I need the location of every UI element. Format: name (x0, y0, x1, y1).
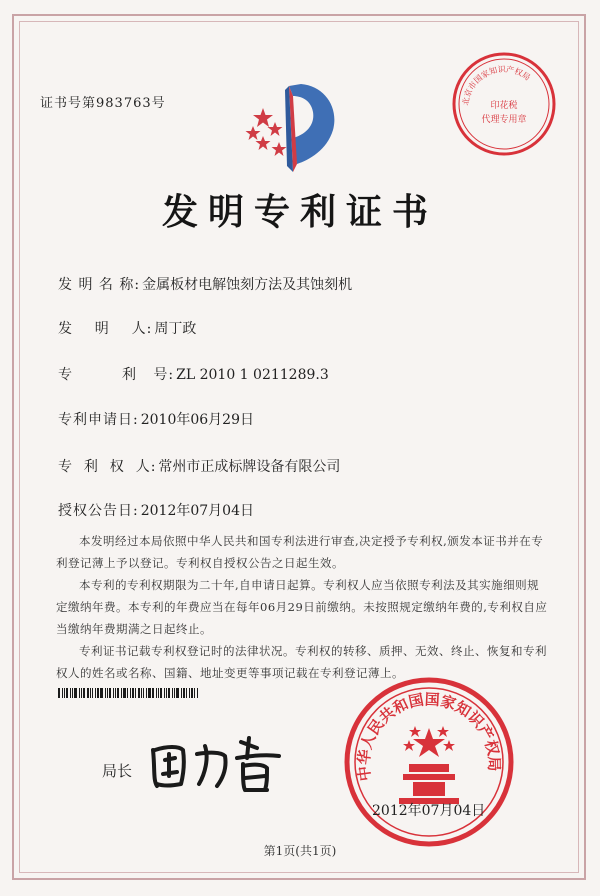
barcode-bar (152, 688, 154, 698)
body-paragraph-2: 本专利的专利权期限为二十年,自申请日起算。专利权人应当依照专利法及其实施细则规定缴纳年费。本专利的年费应当在每年06月29日前缴纳。未按照规定缴纳年费的,专利权自应当缴纳年费期满之日起终止。 (56, 578, 548, 636)
svg-text:代理专用章: 代理专用章 (481, 115, 527, 125)
patent-number-value: ZL 2010 1 0211289.3 (176, 367, 329, 383)
barcode-bar (197, 688, 198, 698)
seal-date: 2012年07月04日 (372, 803, 486, 819)
body-paragraph-3: 专利证书记载专利权登记时的法律状况。专利权的转移、质押、无效、终止、恢复和专利权人的姓名或名称、国籍、地址变更等事项记载在专利登记薄上。 (56, 644, 547, 680)
barcode-bar (135, 688, 136, 698)
inventor-row (58, 318, 196, 338)
barcode-bar (127, 688, 128, 698)
barcode-bar (100, 688, 103, 698)
barcode-bar (176, 688, 179, 698)
invention-name-value: 金属板材电解蚀刻方法及其蚀刻机 (142, 277, 353, 293)
barcode-bar (66, 688, 68, 698)
barcode-bar (107, 688, 108, 698)
barcode-bar (174, 688, 175, 698)
barcode-bar (160, 688, 162, 698)
barcode-bar (141, 688, 142, 698)
barcode-bar (158, 688, 159, 698)
barcode-bar (109, 688, 111, 698)
barcode-bar (92, 688, 93, 698)
inventor-label: 发 明 人: (58, 321, 153, 337)
barcode-bar (95, 688, 96, 698)
barcode-bar (194, 688, 195, 698)
inventor-value: 周丁政 (154, 321, 197, 337)
national-ip-office-seal-icon (343, 676, 515, 848)
barcode-bar (166, 688, 167, 698)
patentee-label: 专 利 权 人: (58, 459, 157, 475)
patentee-row (58, 456, 340, 476)
filing-date-label: 专利申请日: (58, 412, 139, 428)
page-number: 第1页(共1页) (263, 844, 337, 858)
barcode-bar (87, 688, 89, 698)
barcode-bar (105, 688, 106, 698)
barcode-bar (132, 688, 134, 698)
invention-name-row (58, 274, 352, 294)
patent-number-label: 专 利 号: (58, 367, 175, 383)
barcode-bar (74, 688, 77, 698)
barcode-bar (130, 688, 131, 698)
barcode-bar (156, 688, 157, 698)
svg-text:中华人民共和国国家知识产权局: 中华人民共和国国家知识产权局 (354, 690, 504, 783)
barcode-bar (148, 688, 151, 698)
barcode-bar (123, 688, 126, 698)
svg-text:印花税: 印花税 (490, 101, 518, 111)
barcode-bar (143, 688, 144, 698)
barcode-bar (70, 688, 71, 698)
barcode-bar (90, 688, 91, 698)
barcode-bar (79, 688, 80, 698)
filing-date-row (58, 409, 254, 429)
barcode-bar (117, 688, 119, 698)
barcode-bar (164, 688, 165, 698)
barcode-bar (181, 688, 182, 698)
certificate-body (56, 530, 551, 684)
certificate-number: 证书号第983763号 (40, 96, 166, 111)
patent-number-row (58, 364, 329, 384)
barcode-bar (83, 688, 85, 698)
document-title: 发明专利证书 (161, 191, 438, 233)
patentee-value: 常州市正成标牌设备有限公司 (158, 459, 341, 475)
barcode-bar (138, 688, 140, 698)
grant-date-row (58, 500, 254, 520)
barcode (58, 688, 234, 698)
barcode-bar (64, 688, 65, 698)
barcode-bar (191, 688, 193, 698)
body-paragraph-1: 本发明经过本局依照中华人民共和国专利法进行审查,决定授予专利权,颁发本证书并在专利登记薄上予以登记。专利权自授权公告之日起生效。 (56, 534, 544, 570)
barcode-bar (146, 688, 147, 698)
barcode-bar (115, 688, 116, 698)
director-label: 局长 (102, 762, 133, 780)
barcode-bar (183, 688, 185, 698)
director-signature-icon (145, 728, 295, 798)
barcode-bar (189, 688, 190, 698)
barcode-bar (58, 688, 60, 698)
barcode-bar (62, 688, 63, 698)
invention-name-label: 发 明 名 称: (58, 277, 141, 293)
barcode-bar (81, 688, 82, 698)
barcode-bar (168, 688, 170, 698)
grant-date-label: 授权公告日: (58, 503, 139, 519)
svg-text:北京市国家知识产权局: 北京市国家知识产权局 (460, 64, 532, 107)
agency-seal-icon (448, 48, 560, 160)
barcode-bar (186, 688, 187, 698)
patent-office-logo-icon (235, 78, 345, 178)
barcode-bar (72, 688, 73, 698)
barcode-bar (97, 688, 99, 698)
barcode-bar (121, 688, 122, 698)
barcode-bar (113, 688, 114, 698)
grant-date-value: 2012年07月04日 (140, 503, 254, 519)
barcode-bar (172, 688, 173, 698)
filing-date-value: 2010年06月29日 (140, 412, 254, 428)
